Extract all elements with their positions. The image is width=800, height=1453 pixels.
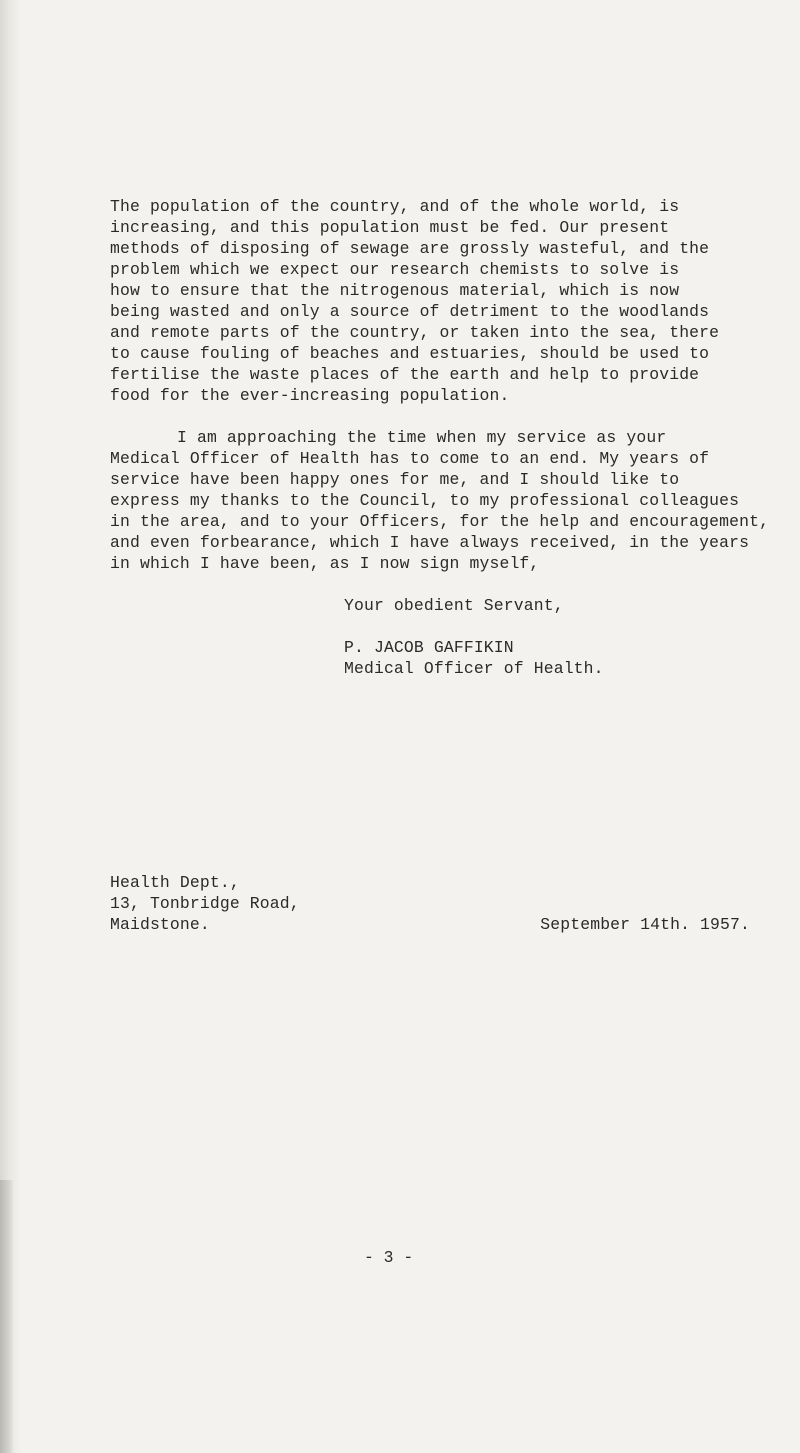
text-line: increasing, and this population must be fed. Our present xyxy=(110,218,670,237)
text-line: food for the ever-increasing population. xyxy=(110,386,510,405)
text-line: The population of the country, and of the whole world, is xyxy=(110,197,680,216)
page-number: - 3 - xyxy=(364,1248,414,1267)
sender-address xyxy=(110,872,750,935)
letter-closing xyxy=(110,595,750,679)
letter-date: September 14th. 1957. xyxy=(540,915,750,934)
text-line: service have been happy ones for me, and I should like to xyxy=(110,470,680,489)
letter-body xyxy=(110,196,770,679)
text-line: problem which we expect our research chemists to solve is xyxy=(110,260,680,279)
text-line: to cause fouling of beaches and estuaries, should be used to xyxy=(110,344,710,363)
text-line: I am approaching the time when my service as your xyxy=(177,428,667,447)
text-line: being wasted and only a source of detriment to the woodlands xyxy=(110,302,710,321)
text-line: express my thanks to the Council, to my professional colleagues xyxy=(110,491,740,510)
text-line: methods of disposing of sewage are grossly wasteful, and the xyxy=(110,239,710,258)
text-line: Medical Officer of Health has to come to an end. My years of xyxy=(110,449,710,468)
address-line: 13, Tonbridge Road, xyxy=(110,894,300,913)
address-line: Maidstone. xyxy=(110,915,210,934)
text-line: and remote parts of the country, or taken into the sea, there xyxy=(110,323,720,342)
paragraph-2 xyxy=(110,427,770,574)
closing-salutation: Your obedient Servant, xyxy=(344,596,564,615)
page-edge-shadow-lower xyxy=(0,1180,14,1453)
signatory-name: P. JACOB GAFFIKIN xyxy=(344,638,514,657)
signature-block xyxy=(344,637,750,679)
address-line: Health Dept., xyxy=(110,873,240,892)
signatory-title: Medical Officer of Health. xyxy=(344,659,604,678)
text-line: in the area, and to your Officers, for the help and encouragement, xyxy=(110,512,770,531)
text-line: how to ensure that the nitrogenous material, which is now xyxy=(110,281,680,300)
text-line: in which I have been, as I now sign myself, xyxy=(110,554,540,573)
text-line: and even forbearance, which I have always received, in the years xyxy=(110,533,750,552)
text-line: fertilise the waste places of the earth and help to provide xyxy=(110,365,700,384)
paragraph-1 xyxy=(110,196,750,406)
